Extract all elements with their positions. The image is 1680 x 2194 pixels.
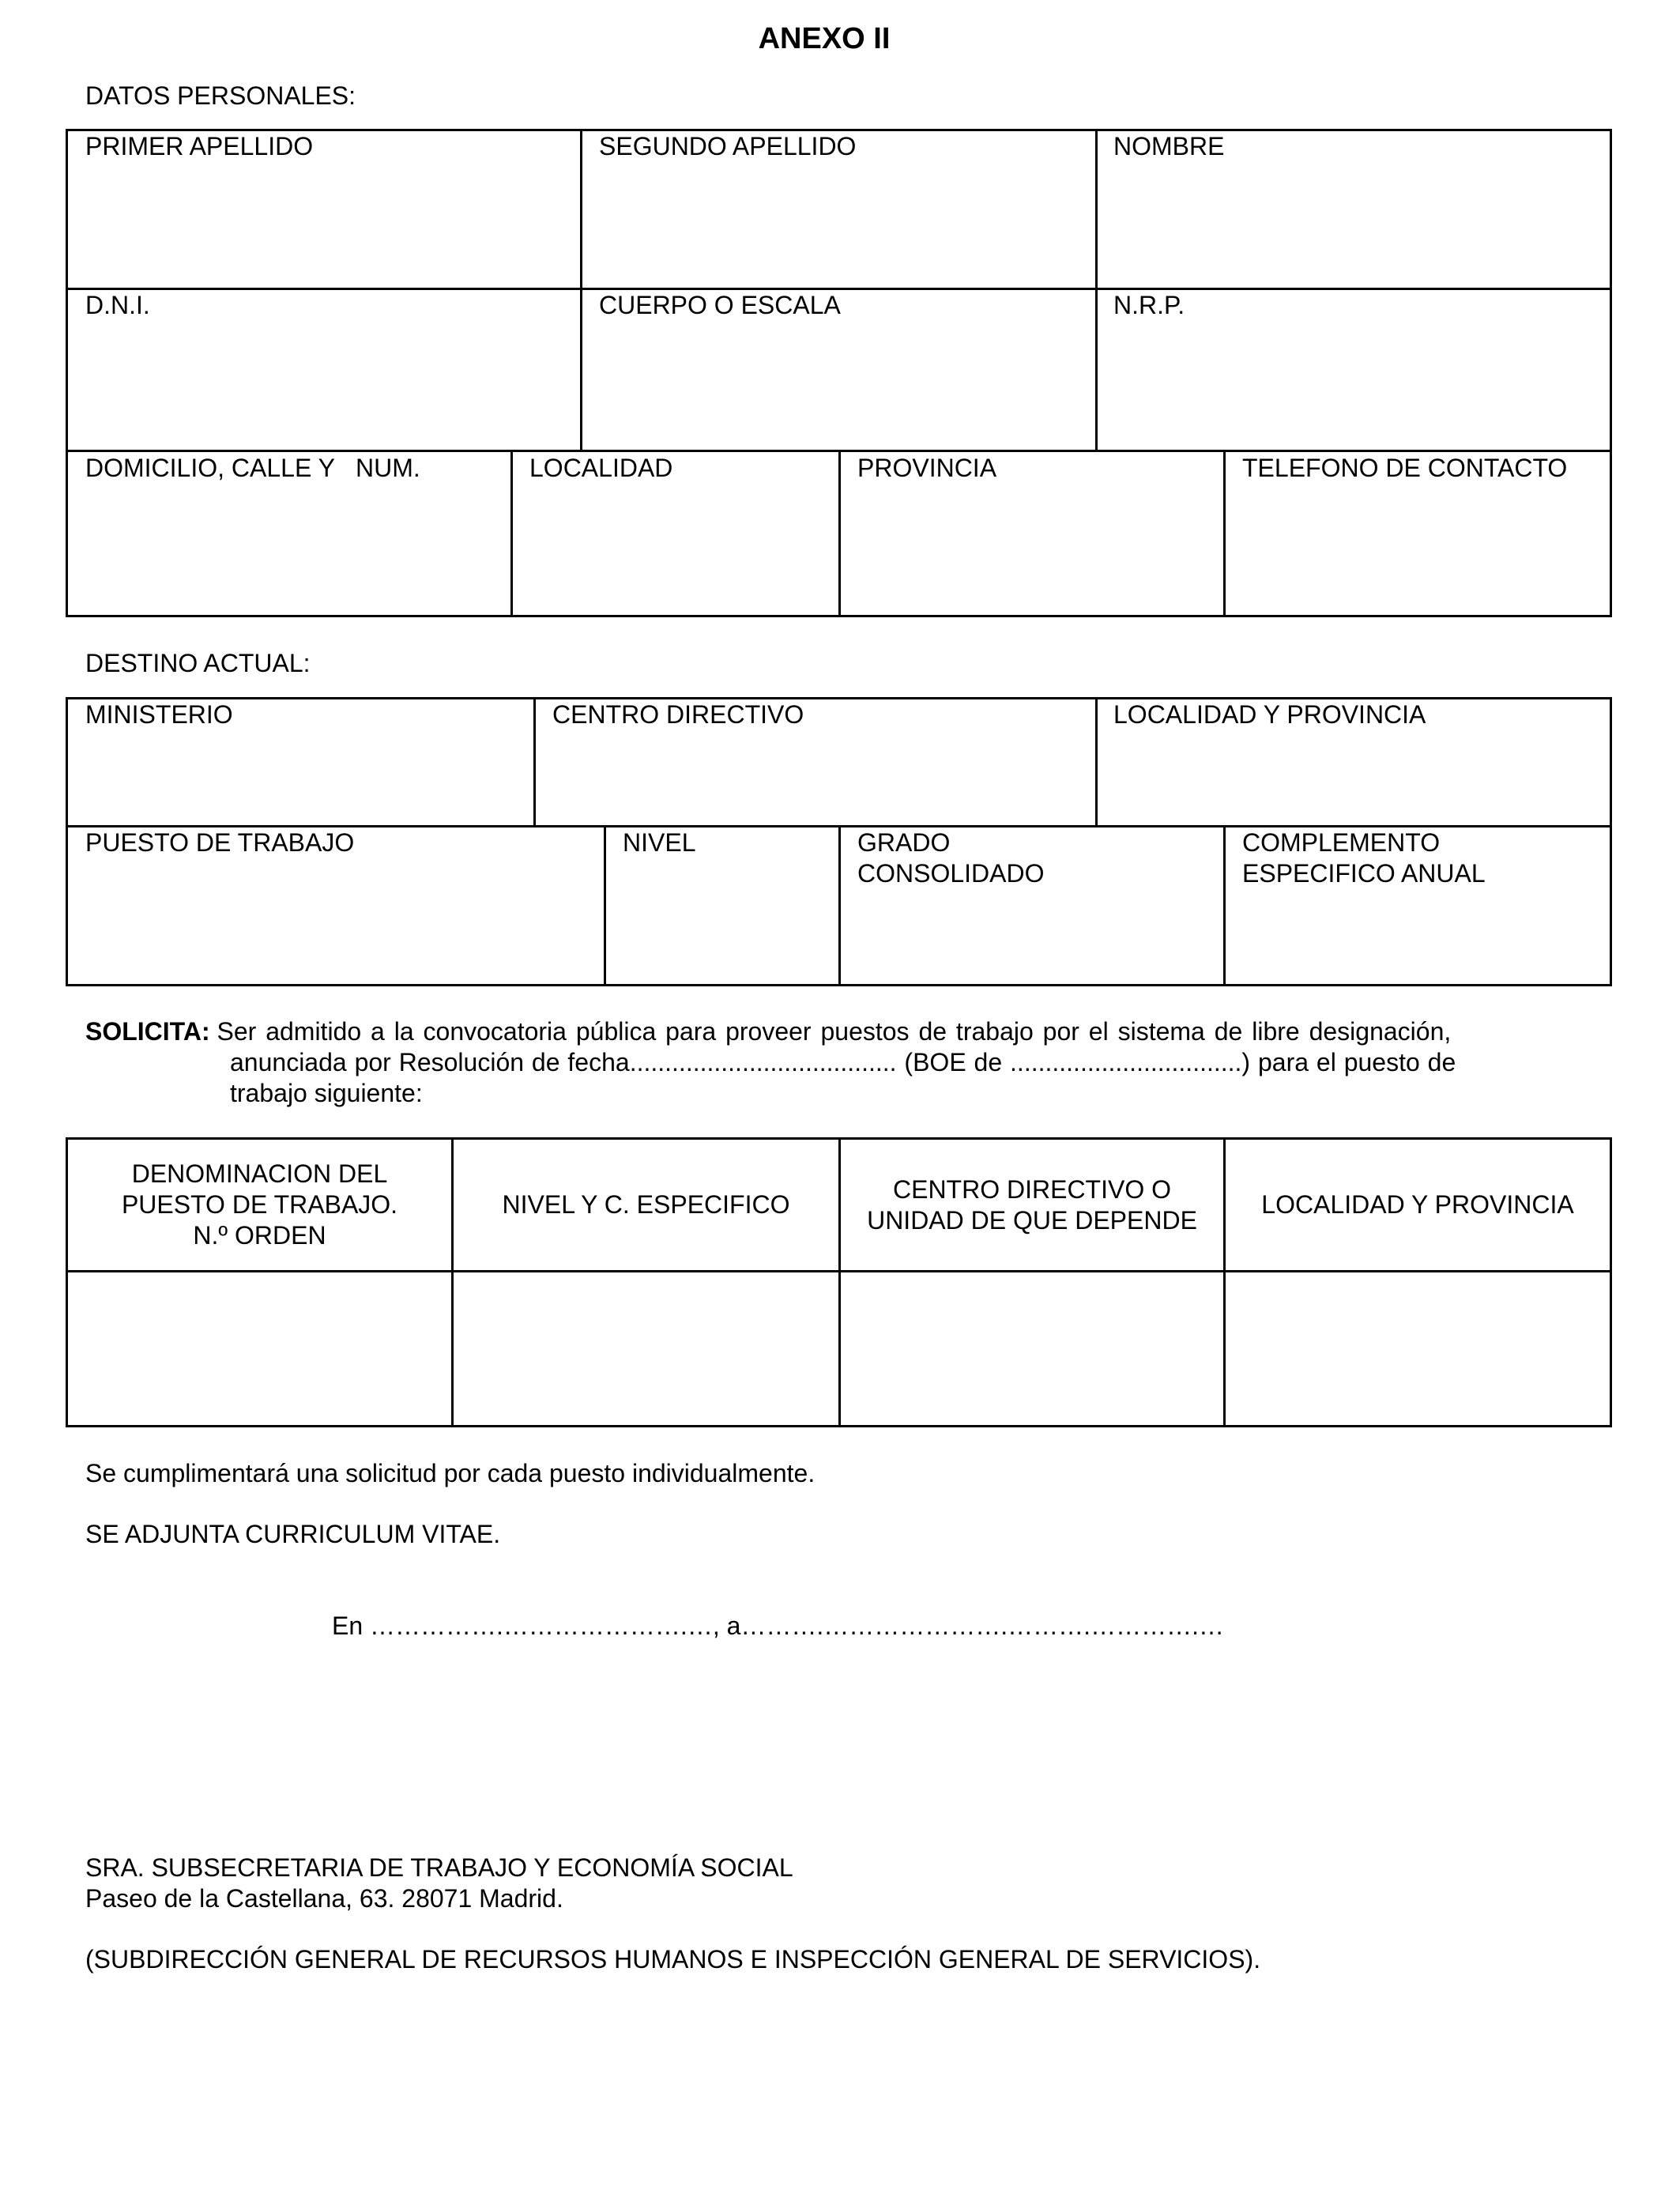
localidad-field[interactable]: LOCALIDAD xyxy=(529,454,673,482)
column-divider xyxy=(1095,697,1098,825)
primer-apellido-field[interactable]: PRIMER APELLIDO xyxy=(85,132,314,160)
datos-personales-heading: DATOS PERSONALES: xyxy=(85,81,356,110)
header-localidad-text: LOCALIDAD Y PROVINCIA xyxy=(1261,1190,1574,1219)
header-nivel xyxy=(454,1140,838,1270)
nrp-field[interactable]: N.R.P. xyxy=(1113,291,1185,319)
note-solicitud: Se cumplimentará una solicitud por cada puesto individualmente. xyxy=(85,1459,816,1487)
complemento-especifico-field-line1[interactable]: COMPLEMENTO xyxy=(1242,828,1441,857)
provincia-field[interactable]: PROVINCIA xyxy=(857,454,997,482)
column-divider xyxy=(510,450,513,617)
en-fecha-line[interactable]: En …………….………………….…, a……….………………….……….………….… xyxy=(332,1612,1224,1640)
telefono-field[interactable]: TELEFONO DE CONTACTO xyxy=(1242,454,1568,482)
header-localidad xyxy=(1226,1140,1610,1270)
cell-centro-input[interactable] xyxy=(841,1272,1223,1425)
header-centro-line2: UNIDAD DE QUE DEPENDE xyxy=(867,1205,1197,1235)
centro-directivo-field[interactable]: CENTRO DIRECTIVO xyxy=(552,700,804,729)
cell-localidad-input[interactable] xyxy=(1226,1272,1610,1425)
domicilio-field[interactable]: DOMICILIO, CALLE Y NUM. xyxy=(85,454,420,482)
column-divider xyxy=(1223,450,1226,617)
header-centro-line1: CENTRO DIRECTIVO O xyxy=(892,1174,1171,1204)
segundo-apellido-field[interactable]: SEGUNDO APELLIDO xyxy=(599,132,857,160)
header-denominacion xyxy=(68,1140,451,1270)
solicita-text-line3: trabajo siguiente: xyxy=(230,1079,423,1107)
complemento-especifico-field-line2: ESPECIFICO ANUAL xyxy=(1242,859,1486,888)
address-line3: (SUBDIRECCIÓN GENERAL DE RECURSOS HUMANOS E INSPECCIÓN GENERAL DE SERVICIOS). xyxy=(85,1945,1261,1973)
note-curriculum: SE ADJUNTA CURRICULUM VITAE. xyxy=(85,1520,501,1548)
column-divider xyxy=(533,697,536,825)
destino-actual-heading: DESTINO ACTUAL: xyxy=(85,649,311,677)
dni-field[interactable]: D.N.I. xyxy=(85,291,150,319)
header-denominacion-line2: PUESTO DE TRABAJO. xyxy=(121,1190,398,1219)
header-centro-directivo xyxy=(841,1140,1223,1270)
column-divider xyxy=(580,129,582,450)
solicita-line1 xyxy=(85,1016,1524,1047)
solicita-label: SOLICITA: xyxy=(85,1017,210,1046)
header-nivel-text: NIVEL Y C. ESPECIFICO xyxy=(502,1190,790,1219)
puesto-trabajo-field[interactable]: PUESTO DE TRABAJO xyxy=(85,828,355,857)
address-line2: Paseo de la Castellana, 63. 28071 Madrid. xyxy=(85,1884,563,1913)
solicita-text-line1: Ser admitido a la convocatoria pública para proveer puestos de trabajo por el sistema de libre designación, xyxy=(217,1017,1452,1046)
grado-consolidado-field-line1[interactable]: GRADO xyxy=(857,828,951,857)
page-title: ANEXO II xyxy=(758,22,891,55)
cell-nivel-input[interactable] xyxy=(454,1272,838,1425)
column-divider xyxy=(838,450,841,617)
header-denominacion-line1: DENOMINACION DEL xyxy=(131,1159,388,1188)
cell-denominacion-input[interactable] xyxy=(68,1272,451,1425)
column-divider xyxy=(604,825,606,986)
localidad-provincia-field[interactable]: LOCALIDAD Y PROVINCIA xyxy=(1113,700,1426,729)
column-divider xyxy=(1223,825,1226,986)
header-denominacion-line3: N.º ORDEN xyxy=(193,1221,326,1250)
nivel-field[interactable]: NIVEL xyxy=(623,828,696,857)
solicita-text-line2: anunciada por Resolución de fecha...................................... (BOE de .................................) para el puesto de xyxy=(230,1048,1456,1076)
column-divider xyxy=(838,825,841,986)
ministerio-field[interactable]: MINISTERIO xyxy=(85,700,233,729)
cuerpo-escala-field[interactable]: CUERPO O ESCALA xyxy=(599,291,841,319)
nombre-field[interactable]: NOMBRE xyxy=(1113,132,1225,160)
column-divider xyxy=(1095,129,1098,450)
address-line1: SRA. SUBSECRETARIA DE TRABAJO Y ECONOMÍA SOCIAL xyxy=(85,1853,793,1882)
grado-consolidado-field-line2: CONSOLIDADO xyxy=(857,859,1045,888)
